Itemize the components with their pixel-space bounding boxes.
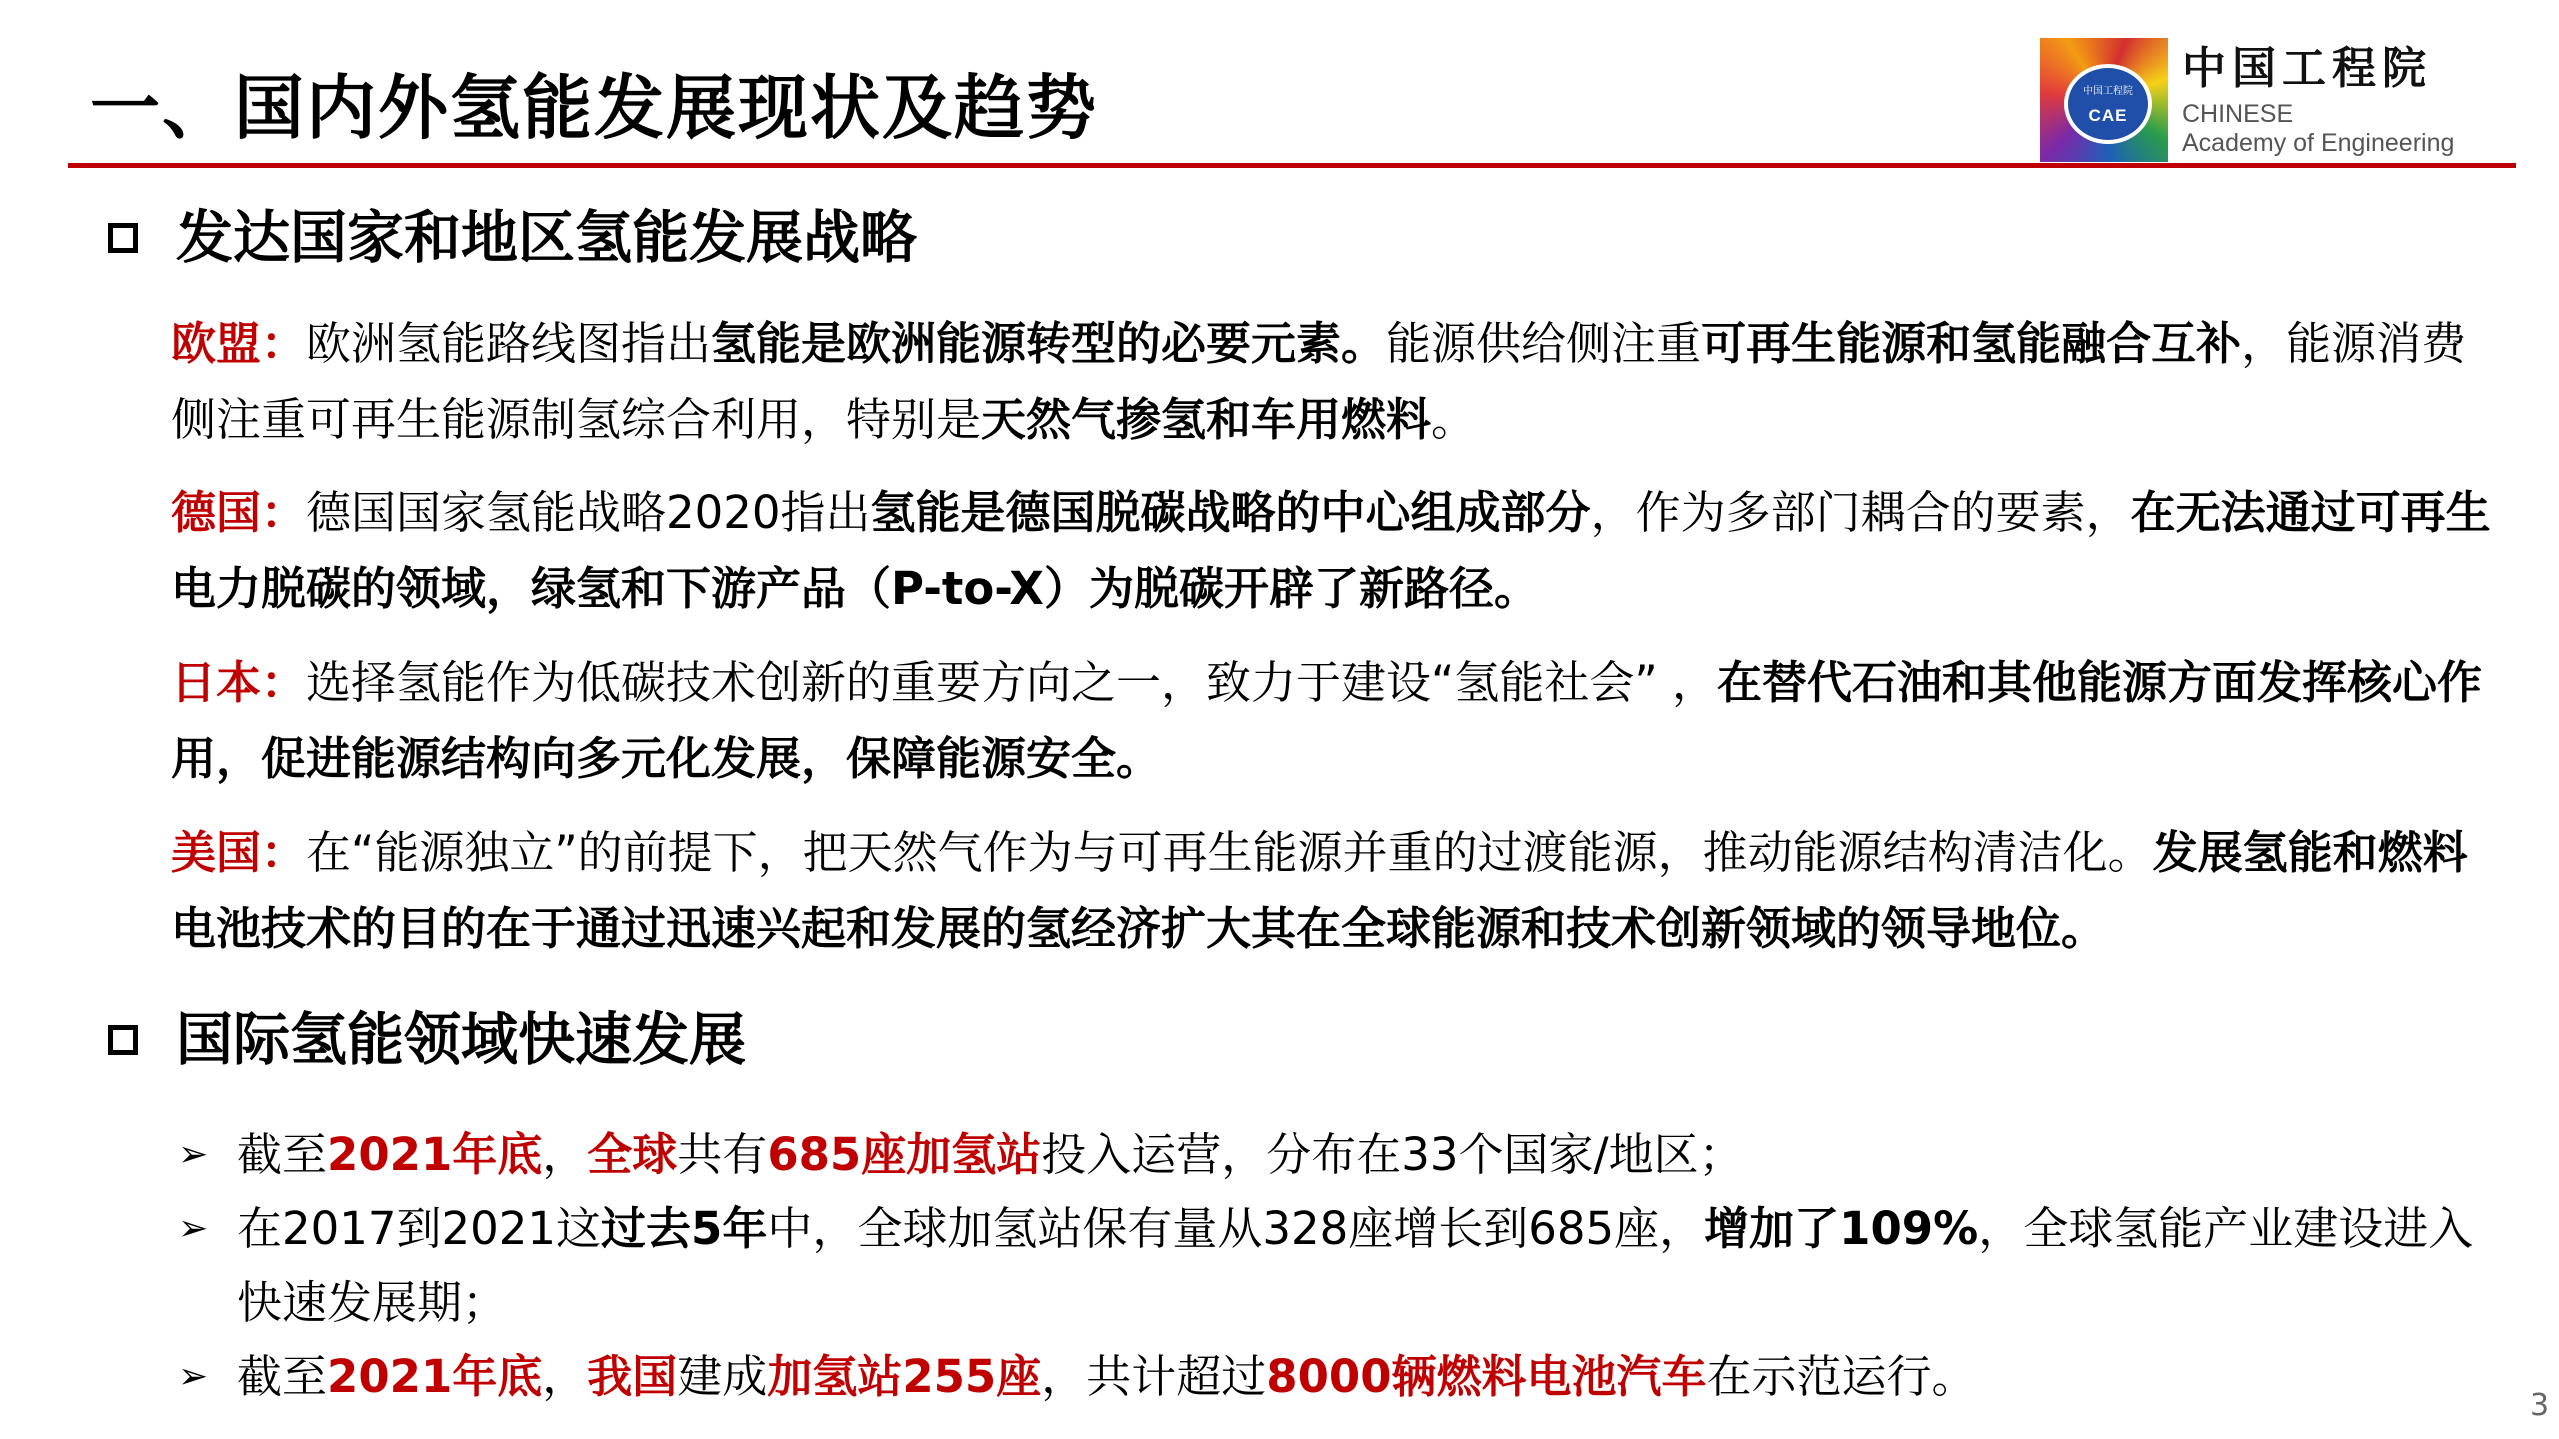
cae-logo [2040,32,2516,164]
section-heading-text: 发达国家和地区氢能发展战略 [176,205,917,271]
section-heading-text: 国际氢能领域快速发展 [176,1007,746,1073]
checkbox-square-icon [108,1025,138,1055]
paragraph-eu: 欧盟：欧洲氢能路线图指出氢能是欧洲能源转型的必要元素。能源供给侧注重可再生能源和氢能融合互补，能源消费侧注重可再生能源制氢综合利用，特别是天然气掺氢和车用燃料。 [171,317,2467,446]
region-label-usa: 美国： [171,826,307,879]
page-title: 一、国内外氢能发展现状及趋势 [90,67,1098,149]
list-item: ➢ 截至2021年底，我国建成加氢站255座，共计超过8000辆燃料电池汽车在示范运行。 [178,1340,2478,1414]
paragraph-germany: 德国：德国国家氢能战略2020指出氢能是德国脱碳战略的中心组成部分，作为多部门耦合的要素，在无法通过可再生电力脱碳的领域，绿氢和下游产品（P-to-X）为脱碳开辟了新路径。 [171,486,2491,615]
section-heading-international [108,1000,746,1080]
list-item: ➢ 在2017到2021这过去5年中，全球加氢站保有量从328座增长到685座，增加了109%，全球氢能产业建设进入快速发展期； [178,1192,2478,1340]
logo-abbr: CAE [2088,106,2128,125]
checkbox-square-icon [108,223,138,253]
bullet-list [178,1118,2478,1414]
paragraph-usa: 美国：在“能源独立”的前提下，把天然气作为与可再生能源并重的过渡能源，推动能源结构清洁化。发展氢能和燃料电池技术的目的在于通过迅速兴起和发展的氢经济扩大其在全球能源和技术创新领域的领导地位。 [171,826,2468,955]
logo-en-line2: Academy of Engineering [2182,129,2455,157]
arrow-bullet-icon: ➢ [178,1134,209,1175]
logo-english-name [2182,100,2454,158]
logo-chinese-name: 中国工程院 [2182,43,2432,94]
region-label-eu: 欧盟： [171,317,307,370]
paragraph-japan: 日本：选择氢能作为低碳技术创新的重要方向之一，致力于建设“氢能社会” ，在替代石油和其他能源方面发挥核心作用，促进能源结构向多元化发展，保障能源安全。 [171,656,2482,785]
title-divider [68,163,2516,168]
logo-emblem-icon [2040,38,2168,162]
page-number: 3 [2530,1388,2550,1423]
region-label-germany: 德国： [171,486,307,539]
arrow-bullet-icon: ➢ [178,1356,209,1397]
list-item: ➢ 截至2021年底，全球共有685座加氢站投入运营，分布在33个国家/地区； [178,1118,2478,1192]
region-label-japan: 日本： [171,656,307,709]
logo-en-line1: CHINESE [2182,100,2294,128]
logo-emblem-cn: 中国工程院 [2083,86,2133,97]
arrow-bullet-icon: ➢ [178,1208,209,1249]
section-heading-strategies [108,198,917,278]
